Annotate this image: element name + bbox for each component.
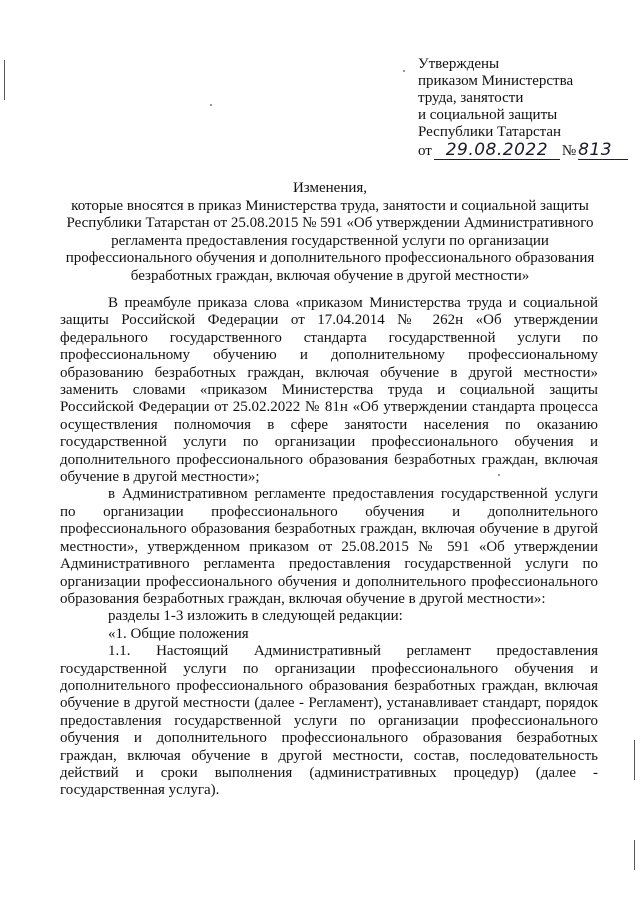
document-body — [60, 295, 598, 800]
approval-line: Утверждены — [418, 56, 500, 72]
number-sign: № — [561, 143, 577, 159]
title-line: Республики Татарстан от 25.08.2015 № 591 «Об утверждении Административного — [66, 215, 594, 231]
approval-line: Республики Татарстан — [418, 124, 562, 140]
approval-line: приказом Министерства — [418, 73, 574, 89]
title-line: которые вносятся в приказ Министерства труда, занятости и социальной защиты — [71, 197, 589, 214]
scan-edge-mark — [4, 60, 5, 100]
body-paragraph: 1.1. Настоящий Административный регламент предоставления государственной услуги по организации профессионального обучения и дополнительного профессионального образования безработных граждан, включая обучение в другой местности (далее - Регламент), устанавливает стандарт, порядок предоставления государственной услуги по организации профессионального обучения и дополнительного профессионального образования безработных граждан, включая обучение в другой местности, состав, последовательность действий и сроки выполнения (административных процедур) (далее - государственная услуга). — [60, 643, 598, 799]
approval-line: и социальной защиты — [418, 107, 558, 123]
scan-dust — [403, 70, 405, 72]
body-paragraph: разделы 1-3 изложить в следующей редакции: — [108, 608, 403, 625]
scan-edge-mark — [634, 740, 635, 780]
handwritten-date: 29.08.2022 — [434, 142, 560, 160]
scan-edge-mark — [634, 840, 635, 870]
scan-dust — [210, 104, 212, 106]
title-line: Изменения, — [292, 180, 368, 196]
handwritten-number: 813 — [578, 142, 628, 160]
approval-date-line — [418, 142, 618, 160]
approval-line: труда, занятости — [418, 90, 524, 106]
body-paragraph: В преамбуле приказа слова «приказом Министерства труда и социальной защиты Российской Федерации от 17.04.2014 № 262н «Об утверждении федерального государственного стандарта государственной услуги по профессиональному обучению и дополнительному профессиональному образованию безработных граждан, включая обучение в другой местности» заменить словами «приказом Министерства труда и социальной защиты Российской Федерации от 25.02.2022 № 81н «Об утверждении стандарта процесса осуществления полномочия в сфере занятости населения по оказанию государственной услуги по организации профессионального обучения и дополнительного профессионального образования безработных граждан, включая обучение в другой местности»; — [60, 295, 598, 486]
document-title — [60, 180, 600, 285]
approval-block — [418, 56, 618, 160]
section-heading: «1. Общие положения — [108, 625, 249, 642]
date-prefix: от — [418, 143, 432, 159]
title-line: профессионального обучения и дополнительного профессионального образования — [65, 250, 595, 266]
title-line: регламента предоставления государственной услуги по организации — [111, 232, 549, 249]
title-line: безработных граждан, включая обучение в другой местности» — [130, 267, 530, 284]
body-paragraph: в Административном регламенте предоставления государственной услуги по организации профессионального обучения и дополнительного профессионального образования безработных граждан, включая обучение в другой местности», утвержденном приказом от 25.08.2015 № 591 «Об утверждении Административного регламента предоставления государственной услуги по организации профессионального обучения и дополнительного профессионального образования безработных граждан, включая обучение в другой местности»: — [60, 486, 598, 607]
